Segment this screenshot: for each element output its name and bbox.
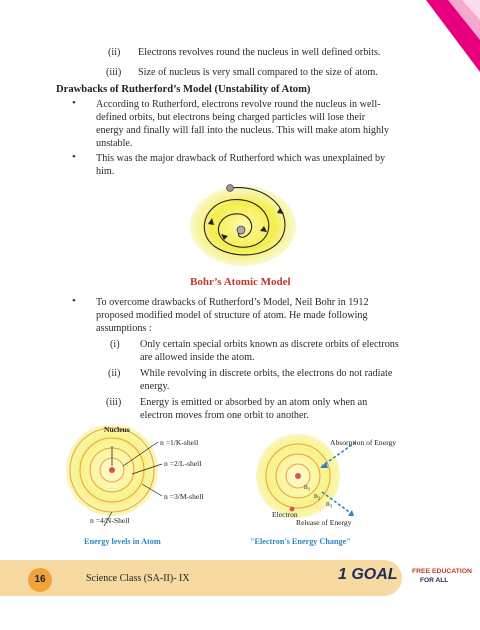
shell-label: n =3/M-shell xyxy=(164,492,204,501)
shell-label: n =1/K-shell xyxy=(160,438,199,447)
bullet-marker: • xyxy=(72,151,76,163)
list-item-text: electron moves from one orbit to another. xyxy=(140,410,309,421)
orbit-n3-label: n₃ xyxy=(326,499,333,508)
section-heading: Drawbacks of Rutherford’s Model (Unstability of Atom) xyxy=(56,84,311,95)
paragraph-line: According to Rutherford, electrons revolve round the nucleus in well- xyxy=(96,99,381,110)
diagram-caption: "Electron's Energy Change" xyxy=(250,537,351,546)
list-num: (ii) xyxy=(108,47,121,58)
list-num: (iii) xyxy=(106,67,122,78)
diagram-caption: Energy levels in Atom xyxy=(84,537,161,546)
list-item-text: energy. xyxy=(140,381,170,392)
paragraph-line: assumptions : xyxy=(96,323,152,334)
electron-label: Electron xyxy=(272,510,298,519)
list-item-text: Energy is emitted or absorbed by an atom only when an xyxy=(140,397,368,408)
orbit-n2-label: n₂ xyxy=(314,491,321,500)
list-item xyxy=(108,46,120,59)
release-label: Release of Energy xyxy=(296,518,352,527)
list-item-text: Only certain special orbits known as discrete orbits of electrons xyxy=(140,339,399,350)
list-item-text: are allowed inside the atom. xyxy=(140,352,255,363)
paragraph-line: To overcome drawbacks of Rutherford’s Model, Neil Bohr in 1912 xyxy=(96,297,369,308)
paragraph-line: him. xyxy=(96,166,115,177)
list-item-text: Electrons revolves round the nucleus in well defined orbits. xyxy=(138,47,381,58)
shell-label: n =4/N-Shell xyxy=(90,516,130,525)
shell-label: n =2/L-shell xyxy=(164,459,202,468)
corner-decoration xyxy=(418,0,480,72)
brand-logo: 1 GOAL xyxy=(338,566,398,583)
bullet-marker: • xyxy=(72,97,76,109)
paragraph-line: defined orbits, but electrons being charged particles will lose their xyxy=(96,112,366,123)
brand-tagline: FREE EDUCATION xyxy=(412,568,472,575)
spiral-orbit-diagram xyxy=(188,180,298,268)
list-num: (iii) xyxy=(106,397,122,408)
page-number: 16 xyxy=(28,568,52,592)
absorption-label: Absorption of Energy xyxy=(330,438,397,447)
nucleus-label: Nucleus xyxy=(104,425,130,434)
list-num: (i) xyxy=(110,339,120,350)
paragraph-line: proposed modified model of structure of atom. He made following xyxy=(96,310,368,321)
paragraph-line: unstable. xyxy=(96,138,133,149)
paragraph-line: energy and finally will fall into the nucleus. This will make atom highly xyxy=(96,125,390,136)
footer-title: Science Class (SA-II)- IX xyxy=(86,573,190,584)
energy-levels-diagram xyxy=(60,426,250,546)
list-item-text: While revolving in discrete orbits, the electrons do not radiate xyxy=(140,368,393,379)
brand-tagline-sub: FOR ALL xyxy=(420,577,449,584)
section-heading-bohr: Bohr’s Atomic Model xyxy=(190,276,291,288)
orbit-n1-label: n₁ xyxy=(304,482,311,491)
bullet-marker: • xyxy=(72,295,76,307)
list-num: (ii) xyxy=(108,368,121,379)
list-item-text: Size of nucleus is very small compared to the size of atom. xyxy=(138,67,378,78)
paragraph-line: This was the major drawback of Rutherford which was unexplained by xyxy=(96,153,386,164)
